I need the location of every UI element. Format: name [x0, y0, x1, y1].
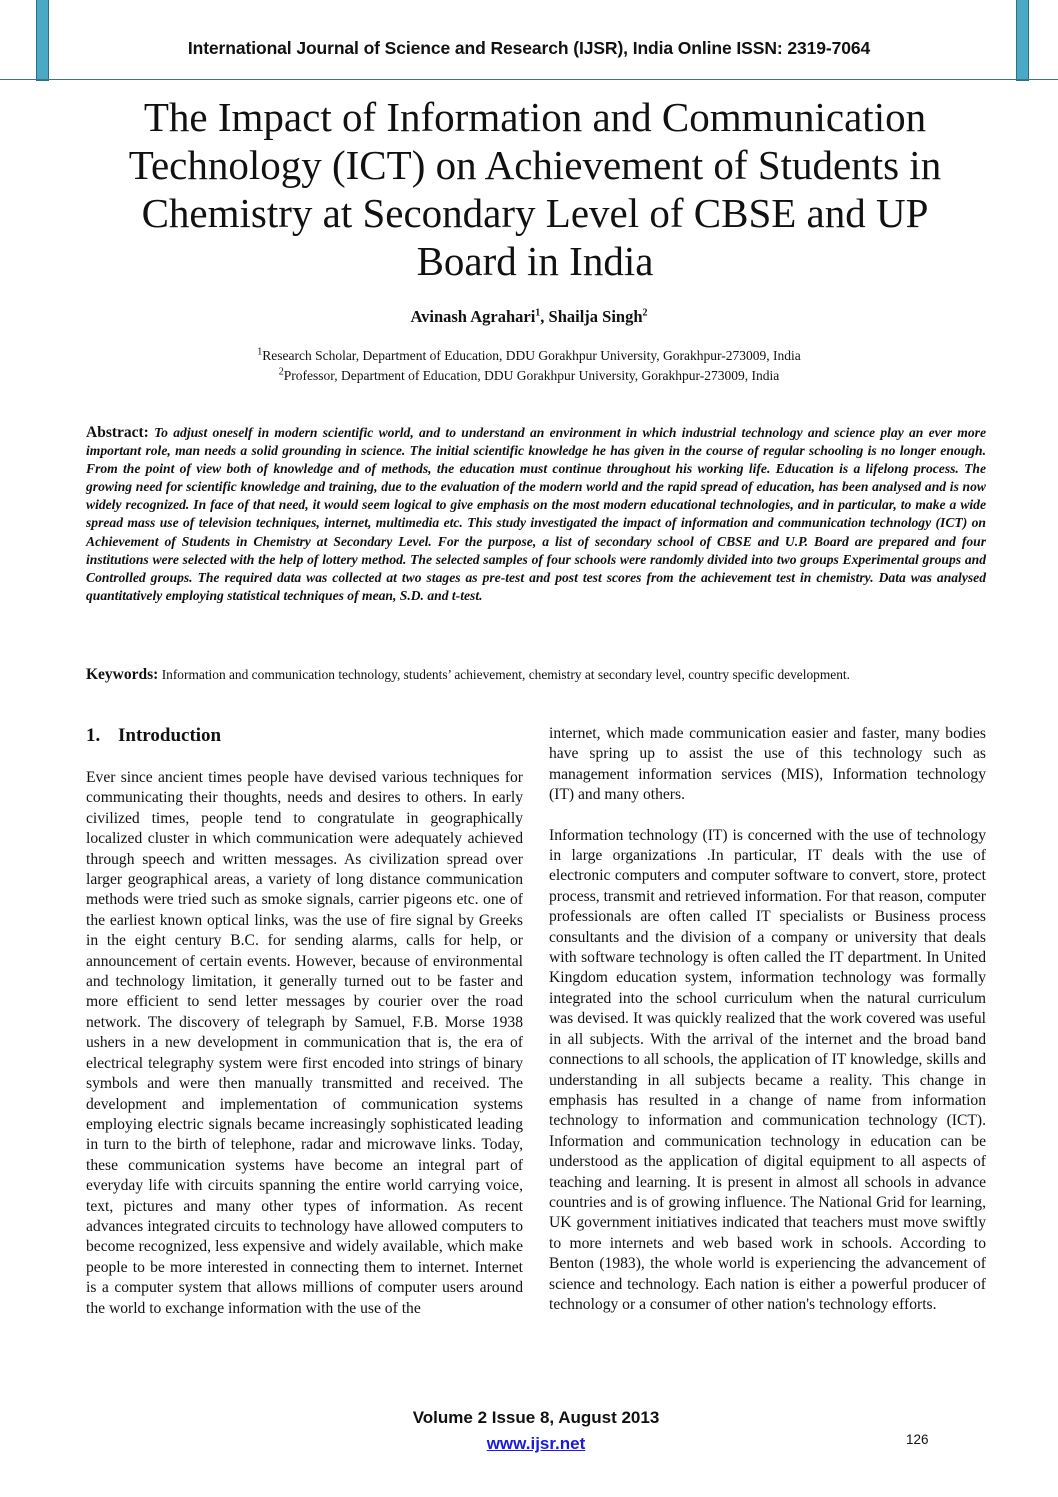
- keywords-text: Information and communication technology, students’ achievement, chemistry at secondary level, country specific development.: [161, 667, 850, 682]
- section-heading: [86, 724, 523, 748]
- affiliation: [0, 368, 1058, 384]
- author-name: Shailja Singh: [548, 307, 643, 326]
- body-column-right: [549, 724, 986, 1335]
- affiliation: [0, 348, 1058, 364]
- affiliation-marker: 1: [257, 346, 263, 358]
- author-name: Avinash Agrahari: [410, 307, 536, 326]
- abstract-text: To adjust oneself in modern scientific world, and to understand an environment in which industrial technology and science play an ever more important role, man needs a solid grounding in science. The initial scientific knowledge he has given in the course of regular schooling is no longer enough. From the point of view both of knowledge and of methods, the education must continue throughout his working life. Education is a lifelong process. The growing need for scientific knowledge and training, due to the evaluation of the modern world and the rapid spread of education, has been analysed and is now widely recognized. In face of that need, it would seem logical to give emphasis on the most modern educational technologies, and in particular, to make a wide spread mass use of television techniques, internet, multimedia etc. This study investigated the impact of information and communication technology (ICT) on Achievement of Students in Chemistry at Secondary Level. For the purpose, a list of secondary school of CBSE and U.P. Board are prepared and four institutions were selected with the help of lottery method. The selected samples of four schools were randomly divided into two groups Experimental groups and Controlled groups. The required data was collected at two stages as pre-test and post test scores from the achievement test in chemistry. Data was analysed quantitatively employing statistical techniques of mean, S.D. and t-test.: [86, 425, 986, 603]
- keywords: [86, 666, 986, 685]
- author-separator: ,: [540, 307, 549, 326]
- header-divider: [0, 79, 1058, 80]
- section-title: Introduction: [118, 725, 222, 746]
- body-paragraph: Ever since ancient times people have devised various techniques for communicating their thoughts, needs and desires to others. In early civilized times, people tend to congratulate in geographically localized cluster in which communication were adequately achieved through speech and written messages. As civilization spread over larger geographical areas, a variety of long distance communication methods were tried such as smoke signals, carrier pigeons etc. one of the earliest known optical links, was the use of fire signal by Greeks in the eight century B.C. for sending alarms, calls for help, or announcement of certain events. However, because of environmental and technology limitation, it generally turned out to be faster and more efficient to send letter messages by courier over the road network. The discovery of telegraph by Samuel, F.B. Morse 1938 ushers in a new development in communication that is, the era of electrical telegraphy system were first encoded into strings of binary symbols and were then manually transmitted and received. The development and implementation of communication systems employing electric signals became increasingly sophisticated leading in turn to the birth of telephone, radar and microwave links. Today, these communication systems have become an integral part of everyday life with circuits spanning the entire world carrying voice, text, pictures and many other types of information. As recent advances integrated circuits to technology have allowed computers to become recognized, less expensive and widely available, which make people to be more interested in connecting them to internet. Internet is a computer system that allows millions of computer users around the world to exchange information with the use of the: [86, 769, 523, 1317]
- affiliation-text: Professor, Department of Education, DDU Gorakhpur University, Gorakhpur-273009, India: [283, 368, 780, 383]
- keywords-label: Keywords:: [86, 666, 159, 683]
- abstract-label: Abstract:: [86, 424, 149, 441]
- page-number: 126: [906, 1432, 929, 1447]
- body-paragraph: internet, which made communication easier and faster, many bodies have spring up to assist the use of this technology such as management information services (MIS), Information technology (IT) and many others.: [549, 725, 986, 804]
- section-number: 1.: [86, 725, 101, 746]
- paper-title: [90, 93, 980, 285]
- body-column-left: [86, 724, 523, 1339]
- affiliation-text: Research Scholar, Department of Education, DDU Gorakhpur University, Gorakhpur-273009, India: [262, 348, 801, 363]
- paper-title-line: The Impact of Information and Communication: [143, 94, 927, 140]
- paper-title-line: Chemistry at Secondary Level of CBSE and UP: [141, 190, 929, 236]
- abstract: [86, 424, 986, 605]
- body-paragraph: Information technology (IT) is concerned with the use of technology in large organizations .In particular, IT deals with the use of electronic computers and computer software to convert, store, protect process, transmit and retrieved information. For that reason, computer professionals are often called IT specialists or Business process consultants and the division of a company or university that deals with software technology is often called the IT department. In United Kingdom education system, information technology was formally integrated into the school curriculum when the natural curriculum was devised. It was quickly realized that the work covered was useful in all subjects. With the arrival of the internet and the broad band connections to all schools, the application of IT knowledge, skills and understanding in all subjects became a reality. This change in emphasis has resulted in a change of name from information technology to information and communication technology (ICT). Information and communication technology in education can be understood as the application of digital equipment to all aspects of teaching and learning. It is present in almost all schools in advance countries and is of growing influence. The National Grid for learning, UK government initiatives indicated that teachers must move swiftly to more internets and web based work in schools. According to Benton (1983), the whole world is experiencing the advancement of science and technology. Each nation is either a powerful producer of technology or a consumer of other nation's technology efforts.: [549, 826, 986, 1313]
- footer-website-link[interactable]: www.ijsr.net: [486, 1434, 586, 1453]
- author-affiliation-marker: 1: [535, 307, 541, 319]
- footer-volume: Volume 2 Issue 8, August 2013: [412, 1408, 660, 1427]
- affiliation-marker: 2: [278, 366, 284, 378]
- author-affiliation-marker: 2: [642, 307, 648, 319]
- paper-title-line: Board in India: [416, 238, 654, 284]
- paper-title-line: Technology (ICT) on Achievement of Students in: [128, 142, 942, 188]
- author-list: [0, 307, 1058, 327]
- journal-header: International Journal of Science and Research (IJSR), India Online ISSN: 2319-7064: [187, 38, 871, 58]
